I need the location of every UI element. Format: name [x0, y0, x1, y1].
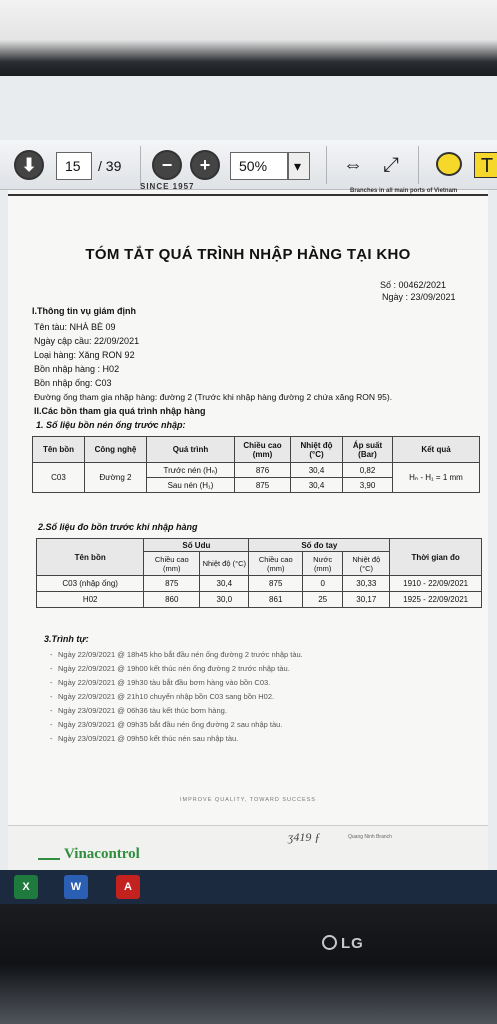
cell-udu-temp: 30,0: [200, 592, 249, 608]
th-height: Chiều cao (mm): [235, 437, 291, 463]
th-tech: Công nghệ: [85, 437, 147, 463]
cell-pressure: 3,90: [343, 478, 393, 493]
cell-tank: C03: [33, 463, 85, 493]
list-item: - Ngày 23/09/2021 @ 09h35 bắt đầu nén ống đường 2 sau nhập tàu.: [58, 720, 282, 729]
cell-udu-height: 860: [144, 592, 200, 608]
table-row: [33, 463, 480, 478]
cell-time: 1910 - 22/09/2021: [390, 576, 482, 592]
cell-tank: H02: [37, 592, 144, 608]
cell-udu-height: 875: [144, 576, 200, 592]
th-temp: Nhiệt độ (°C): [291, 437, 343, 463]
document-date: Ngày : 23/09/2021: [382, 292, 456, 302]
cell-process: Sau nén (H₁): [147, 478, 235, 493]
cell-height: 876: [235, 463, 291, 478]
fit-width-button[interactable]: [340, 152, 366, 178]
cell-process: Trước nén (Hₙ): [147, 463, 235, 478]
cell-manual-water: 25: [303, 592, 343, 608]
zoom-in-button[interactable]: [190, 150, 220, 180]
pdf-taskbar-button[interactable]: [116, 875, 140, 899]
fit-width-icon: ⇔: [343, 154, 363, 176]
document-title: TÓM TẮT QUÁ TRÌNH NHẬP HÀNG TẠI KHO: [85, 246, 411, 263]
fit-page-button[interactable]: [378, 152, 404, 178]
branch-name: Quang Ninh Branch: [348, 834, 392, 840]
cell-manual-temp: 30,33: [343, 576, 390, 592]
th-manual: Số đo tay: [249, 539, 390, 552]
cell-manual-height: 861: [249, 592, 303, 608]
zoom-dropdown-button[interactable]: [288, 152, 310, 180]
list-item: - Ngày 22/09/2021 @ 18h45 kho bắt đầu nén ống đường 2 trước nhập tàu.: [58, 650, 303, 659]
table-2-caption: 2.Số liệu đo bồn trước khi nhập hàng: [38, 522, 198, 532]
page-footer: [8, 825, 488, 870]
excel-icon: X: [22, 881, 30, 893]
section-2-heading: II.Các bồn tham gia quá trình nhập hàng: [34, 406, 206, 416]
page-number-input[interactable]: 15: [56, 152, 92, 180]
cell-tank: C03 (nhập ống): [37, 576, 144, 592]
info-heading: I.Thông tin vụ giám định: [32, 306, 136, 316]
table-compression: [32, 436, 480, 493]
taskbar: [0, 870, 497, 904]
word-taskbar-button[interactable]: [64, 875, 88, 899]
th-manual-height: Chiều cao (mm): [249, 552, 303, 576]
list-item: - Ngày 22/09/2021 @ 21h10 chuyển nhập bồn C03 sang bồn H02.: [58, 692, 274, 701]
toolbar-separator: [140, 146, 141, 184]
th-udu-height: Chiều cao (mm): [144, 552, 200, 576]
th-tank: Tên bồn: [37, 539, 144, 576]
cell-tech: Đường 2: [85, 463, 147, 493]
chevron-down-icon: ▾: [294, 158, 302, 174]
monitor-bottom-bezel: [0, 904, 497, 1024]
monitor-top-bezel: [0, 0, 497, 80]
lg-logo-icon: [322, 935, 337, 950]
comment-button[interactable]: [436, 152, 462, 176]
pdf-icon: A: [124, 881, 132, 893]
minus-icon: −: [161, 155, 173, 175]
lg-logo: [322, 935, 364, 952]
cell-temp: 30,4: [291, 463, 343, 478]
arrow-down-icon: ⬇: [21, 155, 37, 175]
vinacontrol-logo-icon: [38, 842, 60, 860]
cell-manual-water: 0: [303, 576, 343, 592]
zoom-level-select[interactable]: 50%: [230, 152, 288, 180]
cell-height: 875: [235, 478, 291, 493]
fit-page-icon: ⤢: [383, 154, 399, 176]
word-icon: W: [70, 881, 82, 893]
th-manual-water: Nước (mm): [303, 552, 343, 576]
text-tool-button[interactable]: [474, 152, 497, 178]
cell-pressure: 0,82: [343, 463, 393, 478]
footer-motto: IMPROVE QUALITY, TOWARD SUCCESS: [180, 797, 316, 803]
plus-icon: +: [199, 155, 211, 175]
table-row: [37, 576, 482, 592]
pdf-toolbar: [0, 140, 497, 190]
info-line: Loại hàng: Xăng RON 92: [34, 350, 135, 360]
text-tool-icon: T: [480, 155, 494, 177]
cell-manual-height: 875: [249, 576, 303, 592]
th-pressure: Áp suất (Bar): [343, 437, 393, 463]
toolbar-separator: [418, 146, 419, 184]
cell-time: 1925 - 22/09/2021: [390, 592, 482, 608]
th-time: Thời gian đo: [390, 539, 482, 576]
th-manual-temp: Nhiệt độ (°C): [343, 552, 390, 576]
lg-brand-text: LG: [341, 935, 364, 952]
info-line: Bồn nhập ống: C03: [34, 378, 112, 388]
cell-udu-temp: 30,4: [200, 576, 249, 592]
th-process: Quá trình: [147, 437, 235, 463]
page-total: / 39: [98, 158, 122, 174]
zoom-out-button[interactable]: [152, 150, 182, 180]
info-line: Ngày cập cầu: 22/09/2021: [34, 336, 140, 346]
header-since: SINCE 1957: [140, 182, 195, 191]
list-item: - Ngày 22/09/2021 @ 19h30 tàu bắt đầu bơm hàng vào bồn C03.: [58, 678, 270, 687]
cell-temp: 30,4: [291, 478, 343, 493]
vinacontrol-logo: Vinacontrol: [64, 846, 140, 862]
info-line: Đường ống tham gia nhập hàng: đường 2 (Trước khi nhập hàng đường 2 chứa xăng RON 95).: [34, 392, 393, 402]
table-measurement: [36, 538, 482, 608]
next-page-button[interactable]: [14, 150, 44, 180]
list-item: - Ngày 22/09/2021 @ 19h00 kết thúc nén ống đường 2 trước nhập tàu.: [58, 664, 290, 673]
cell-manual-temp: 30,17: [343, 592, 390, 608]
section-3-heading: 3.Trình tự:: [44, 634, 89, 644]
th-udu-temp: Nhiệt độ (°C): [200, 552, 249, 576]
excel-taskbar-button[interactable]: [14, 875, 38, 899]
document-number: Số : 00462/2021: [380, 280, 447, 290]
list-item: - Ngày 23/09/2021 @ 09h50 kết thúc nén sau nhập tàu.: [58, 734, 238, 743]
header-branches: Branches in all main ports of Vietnam: [350, 188, 458, 194]
toolbar-separator: [326, 146, 327, 184]
table-1-caption: 1. Số liệu bồn nén ống trước nhập:: [36, 420, 186, 430]
document-page: [8, 182, 488, 825]
th-result: Kết quả: [393, 437, 480, 463]
table-row: [37, 592, 482, 608]
th-udu: Số Udu: [144, 539, 249, 552]
th-tank: Tên bồn: [33, 437, 85, 463]
info-line: Bồn nhập hàng : H02: [34, 364, 120, 374]
info-line: Tên tàu: NHÀ BÈ 09: [34, 322, 116, 332]
signature: ʒ419 ƒ: [288, 830, 321, 844]
list-item: - Ngày 23/09/2021 @ 06h36 tàu kết thúc bơm hàng.: [58, 706, 227, 715]
cell-result: Hₙ - H₁ = 1 mm: [393, 463, 480, 493]
